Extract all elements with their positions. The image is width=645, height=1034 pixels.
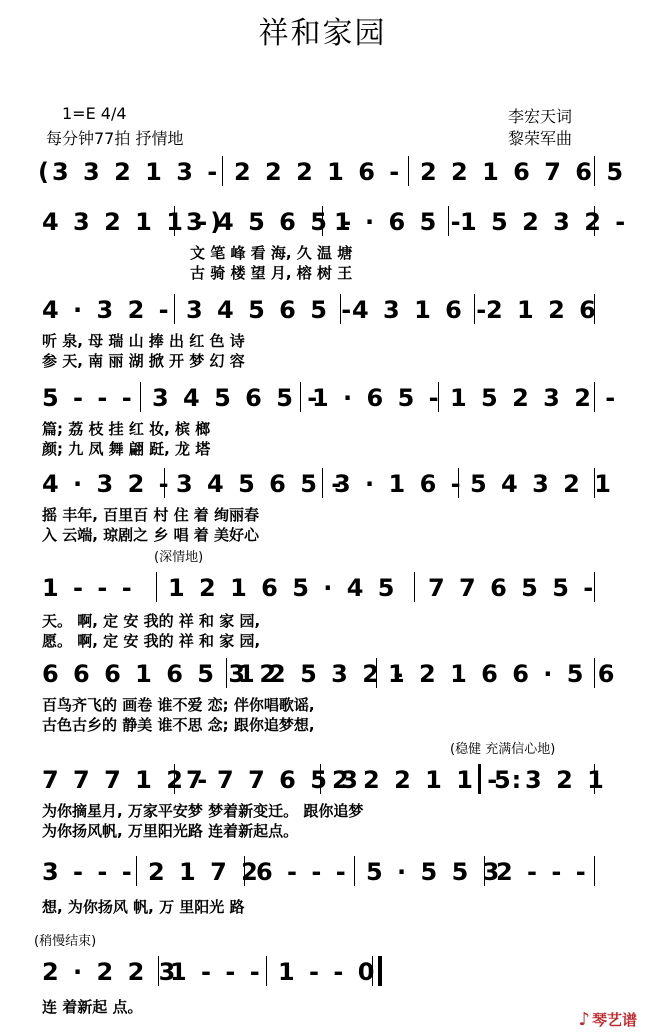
lyric-line: 古 骑 楼 望 月, 榕 树 王: [190, 264, 353, 282]
tempo-marking: 每分钟77拍 抒情地: [46, 129, 184, 148]
notation-measure: 3 4 5 6 5 -: [186, 296, 355, 324]
notation-measure: 7 7 6 5 5 -: [428, 574, 597, 602]
bar-line: [340, 294, 341, 324]
notation-measure: 1 2 5 3 2 -: [238, 660, 407, 688]
bar-line: [474, 294, 475, 324]
bar-line: [164, 468, 165, 498]
notation-measure: 5 · 5 5 3: [366, 858, 503, 886]
final-bar-line-thick: [378, 956, 382, 986]
expression-marking: (稳健 充满信心地): [450, 742, 556, 757]
lyric-line: 百鸟齐飞的 画卷 谁不爱 恋; 伴你唱歌谣,: [42, 696, 315, 714]
music-note-icon: ♪: [578, 1009, 590, 1030]
notation-measure: 2 · 2 2 3: [42, 958, 179, 986]
notation-measure: 4 · 3 2 -: [42, 296, 172, 324]
bar-line: [594, 764, 595, 794]
lyric-line: 想, 为你扬风 帆, 万 里阳光 路: [42, 898, 245, 916]
notation-measure: 1 - - 0: [278, 958, 378, 986]
lyricist-credit: 李宏天词: [508, 107, 573, 126]
bar-line: [244, 856, 245, 886]
bar-line: [320, 764, 321, 794]
notation-measure: 3 · 1 6 -: [334, 470, 464, 498]
bar-line: [594, 156, 595, 186]
bar-line: [458, 468, 459, 498]
notation-measure: 2 - - -: [496, 858, 589, 886]
notation-measure: 3 - - -: [42, 858, 135, 886]
bar-line: [156, 572, 157, 602]
bar-line: [408, 156, 409, 186]
bar-line: [594, 572, 595, 602]
bar-line: [174, 206, 175, 236]
bar-line: [300, 382, 301, 412]
bar-line: [322, 468, 323, 498]
notation-measure: 4 3 2 1 1 -): [42, 208, 225, 236]
logo-text: 琴艺谱: [591, 1011, 637, 1029]
notation-measure: 6 6 6 1 6 5 3 2: [42, 660, 280, 688]
bar-line: [594, 294, 595, 324]
lyric-line: 摇 丰年, 百里百 村 住 着 绚丽春: [42, 506, 260, 524]
notation-measure: 3 4 5 6 5 -: [176, 470, 345, 498]
final-bar-line-thin: [372, 956, 373, 986]
bar-line: [174, 294, 175, 324]
notation-measure: 3 4 5 6 5 -: [152, 384, 321, 412]
lyric-line: 听 泉, 母 瑞 山 捧 出 红 色 诗: [42, 332, 245, 350]
notation-measure: 1 - - -: [42, 574, 135, 602]
notation-measure: 1 · 6 5 -: [334, 208, 464, 236]
bar-line: [174, 764, 175, 794]
lyric-line: 入 云端, 琼剧之 乡 唱 着 美好心: [42, 526, 260, 544]
page-title: 祥和家园: [258, 16, 387, 51]
notation-measure: 3 4 5 6 5 -: [186, 208, 355, 236]
expression-marking: (深情地): [154, 550, 204, 565]
bar-line: [448, 206, 449, 236]
notation-measure: 6 - - -: [256, 858, 349, 886]
bar-line: [222, 156, 223, 186]
notation-measure: 4 · 3 2 -: [42, 470, 172, 498]
notation-measure: 2 2 2 1 6 -: [234, 158, 403, 186]
bar-line: [158, 956, 159, 986]
notation-measure: 4 3 1 6 -: [352, 296, 490, 324]
bar-line: [484, 856, 485, 886]
composer-credit: 黎荣军曲: [508, 129, 573, 148]
lyric-line: 愿。 啊, 定 安 我的 祥 和 家 园,: [42, 632, 261, 650]
notation-measure: 2 2 2 1 1 - :: [332, 766, 525, 794]
bar-line: [140, 382, 141, 412]
lyric-line: 颜; 九 凤 舞 翩 跹, 龙 塔: [42, 440, 211, 458]
lyric-line: 古色古乡的 静美 谁不思 念; 跟你追梦想,: [42, 716, 315, 734]
lyric-line: 文 笔 峰 看 海, 久 温 塘: [190, 244, 353, 262]
key-signature: 1=E 4/4: [62, 104, 127, 123]
bar-line: [594, 468, 595, 498]
lyric-line: 连 着新起 点。: [42, 998, 143, 1016]
bar-line: [594, 206, 595, 236]
bar-line: [594, 658, 595, 688]
lyric-line: 为你摘星月, 万家平安梦 梦着新变迁。 跟你追梦: [42, 802, 364, 820]
lyric-line: 篇; 荔 枝 挂 红 妆, 槟 榔: [42, 420, 211, 438]
repeat-bar-line: [478, 764, 481, 794]
notation-measure: (3 3 2 1 3 -: [38, 158, 221, 186]
bar-line: [322, 206, 323, 236]
bar-line: [594, 382, 595, 412]
notation-measure: 1 5 2 3 2 -: [460, 208, 629, 236]
notation-measure: 1 5 2 3 2 -: [450, 384, 619, 412]
bar-line: [226, 658, 227, 688]
notation-measure: 5 - - -: [42, 384, 135, 412]
notation-measure: 2 2 1 6 7 6 5: [420, 158, 627, 186]
site-logo: [578, 1009, 637, 1030]
notation-measure: 2 1 2 6: [486, 296, 599, 324]
notation-measure: 7 7 7 6 5 3: [186, 766, 361, 794]
bar-line: [266, 956, 267, 986]
expression-marking: (稍慢结束): [34, 934, 97, 949]
lyric-line: 天。 啊, 定 安 我的 祥 和 家 园,: [42, 612, 261, 630]
notation-measure: 1 2 1 6 6 · 5 6: [388, 660, 618, 688]
notation-measure: 1 2 1 6 5 · 4 5: [168, 574, 398, 602]
bar-line: [136, 856, 137, 886]
bar-line: [438, 382, 439, 412]
lyric-line: 为你扬风帆, 万里阳光路 连着新起点。: [42, 822, 299, 840]
notation-measure: 7 7 7 1 2 -: [42, 766, 211, 794]
bar-line: [594, 856, 595, 886]
lyric-line: 参 天, 南 丽 湖 掀 开 梦 幻 容: [42, 352, 245, 370]
notation-measure: 5 4 3 2 1: [470, 470, 614, 498]
bar-line: [354, 856, 355, 886]
bar-line: [414, 572, 415, 602]
notation-measure: 1 · 6 5 -: [312, 384, 442, 412]
notation-measure: 2 1 7 2: [148, 858, 261, 886]
notation-measure: 5 3 2 1: [494, 766, 607, 794]
bar-line: [376, 658, 377, 688]
notation-measure: 1 - - -: [170, 958, 263, 986]
